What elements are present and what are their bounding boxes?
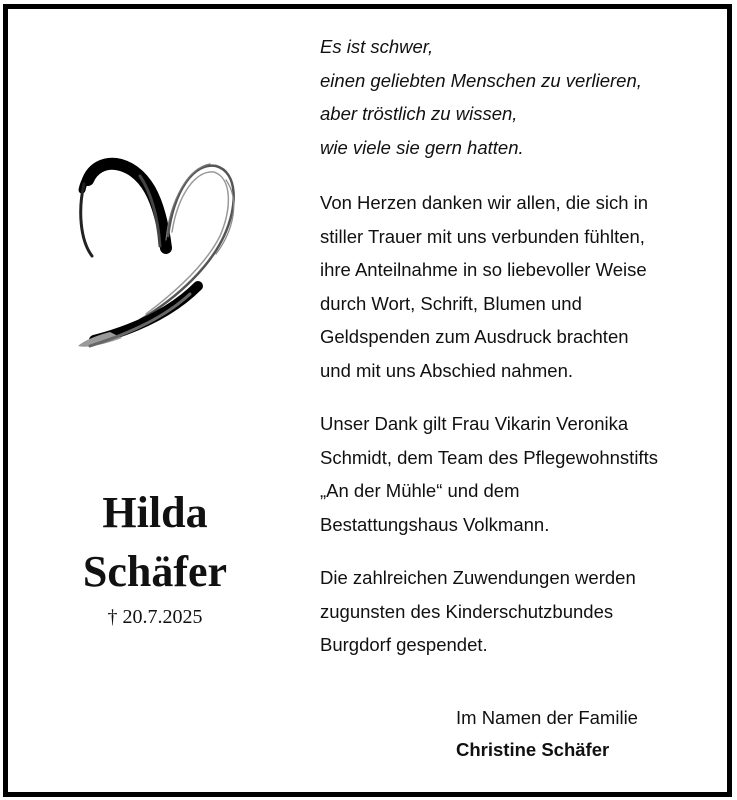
paragraph-line: zugunsten des Kinderschutzbundes: [320, 600, 614, 622]
deceased-first-name: Hilda: [102, 488, 208, 537]
paragraph-line: stiller Trauer mit uns verbunden fühlten,: [320, 225, 645, 247]
paragraph-line: Die zahlreichen Zuwendungen werden: [320, 567, 636, 588]
paragraph-line: Schmidt, dem Team des Pflegewohnstifts: [320, 446, 658, 468]
poem: [320, 30, 715, 164]
paragraph-line: Burgdorf gespendet.: [320, 634, 488, 655]
deceased-last-name: Schäfer: [82, 547, 228, 596]
signature-intro: Im Namen der Familie: [456, 707, 638, 728]
paragraph-line: Unser Dank gilt Frau Vikarin Veronika: [320, 413, 629, 434]
paragraph-line: ihre Anteilnahme in so liebevoller Weise: [320, 259, 647, 280]
donation-paragraph: [320, 561, 715, 662]
paragraph-line: Von Herzen danken wir allen, die sich in: [320, 192, 649, 213]
paragraph-line: und mit uns Abschied nahmen.: [320, 359, 573, 381]
heart-icon: [70, 150, 245, 355]
poem-line: wie viele sie gern hatten.: [320, 136, 524, 158]
paragraph-line: durch Wort, Schrift, Blumen und: [320, 292, 582, 314]
signature-block: [456, 702, 638, 766]
acknowledgement-paragraph: [320, 407, 715, 541]
poem-line: aber tröstlich zu wissen,: [320, 103, 518, 124]
poem-line: Es ist schwer,: [320, 36, 434, 57]
paragraph-line: Geldspenden zum Ausdruck brachten: [320, 326, 629, 347]
paragraph-line: „An der Mühle“ und dem: [320, 480, 520, 501]
thanks-paragraph: [320, 186, 715, 387]
death-date: † 20.7.2025: [107, 606, 203, 628]
thank-you-text: [320, 30, 715, 662]
paragraph-line: Bestattungshaus Volkmann.: [320, 513, 550, 535]
signature-name: Christine Schäfer: [456, 739, 610, 760]
poem-line: einen geliebten Menschen zu verlieren,: [320, 69, 642, 91]
